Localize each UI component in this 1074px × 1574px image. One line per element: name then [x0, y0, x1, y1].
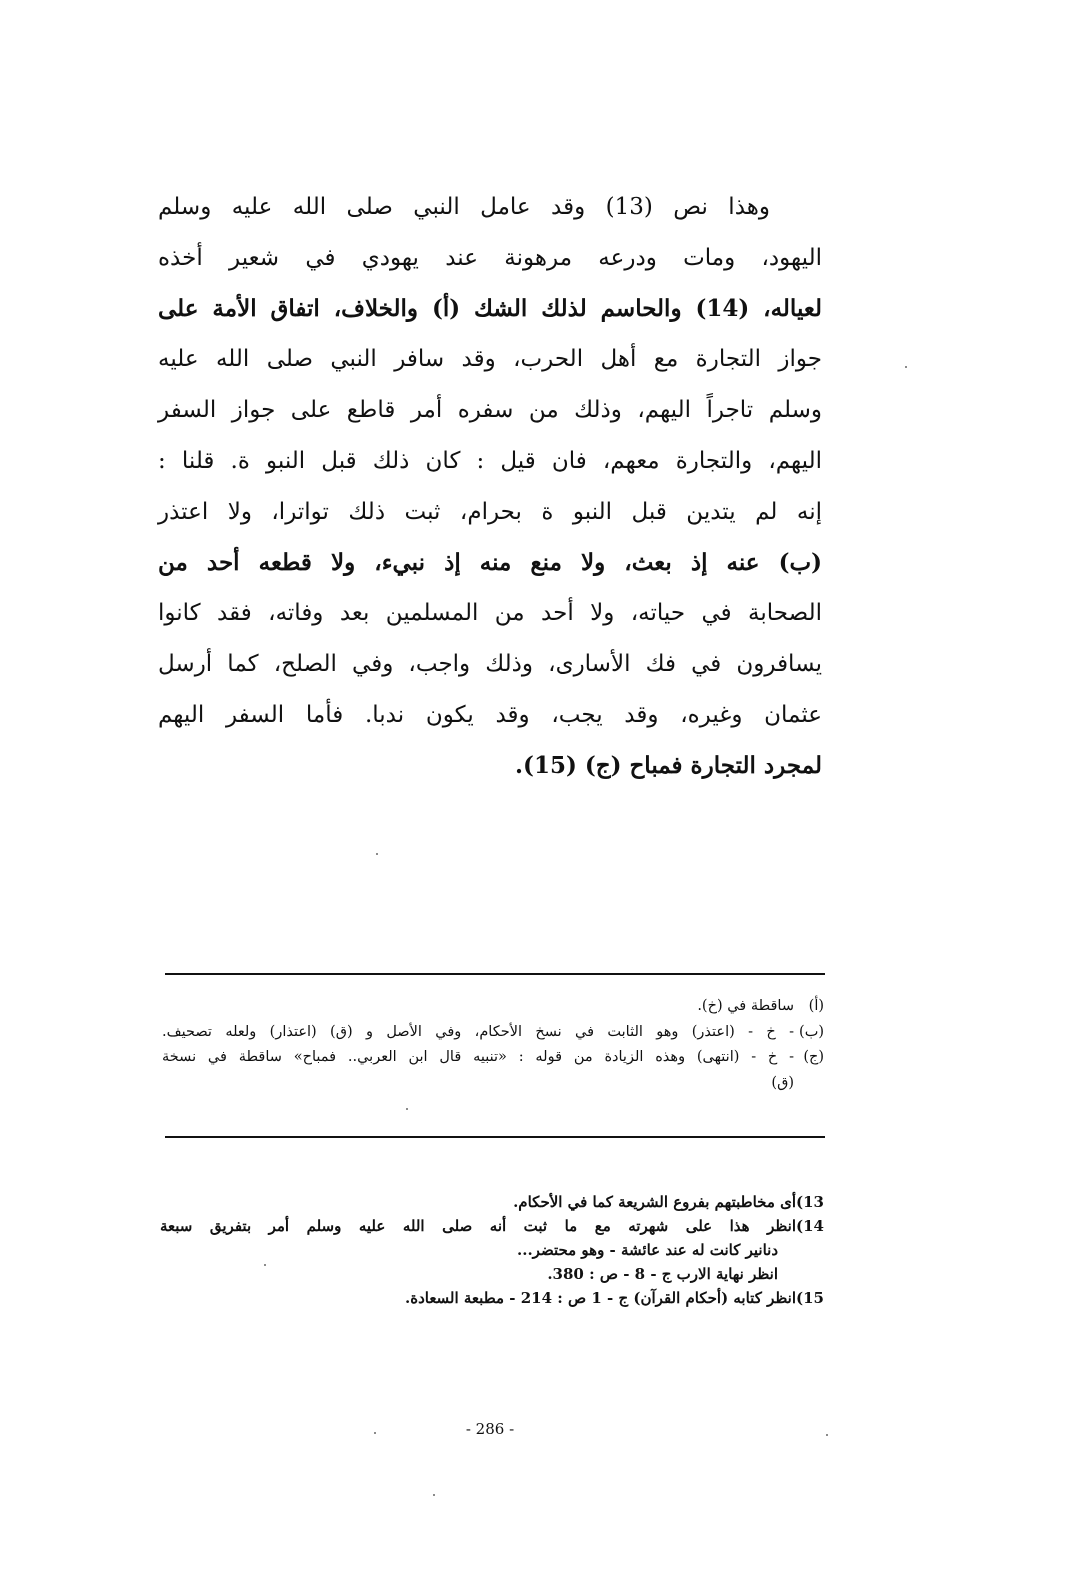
main-text-line: إنه لم يتدين قبل النبو ة بحرام، ثبت ذلك تواترا، ولا اعتذر — [158, 498, 822, 525]
footnote-entry — [160, 1190, 824, 1214]
footnote-number: 14) — [796, 1217, 824, 1235]
variant-continuation: (ق) — [771, 1074, 794, 1091]
main-text-line: اليهود، ومات ودرعه مرهونة عند يهودي في شعير أخذه — [158, 244, 822, 271]
main-text-line: لعياله، (14) والحاسم لذلك الشك (أ) والخلاف، اتفاق الأمة على — [158, 294, 822, 322]
footnote-continuation: انظر نهاية الارب ج - 8 - ص : 380. — [547, 1265, 778, 1283]
variant-entry — [162, 1045, 824, 1071]
main-text-line: يسافرون في فك الأسارى، وذلك واجب، وفي الصلح، كما أرسل — [158, 651, 822, 678]
main-text-body — [158, 182, 822, 792]
footnote-entry — [160, 1286, 824, 1310]
footnote-text: أى مخاطبتهم بفروع الشريعة كما في الأحكام. — [513, 1193, 796, 1211]
textual-variants — [162, 994, 824, 1096]
footnote-number: 13) — [796, 1193, 824, 1211]
scan-speck — [376, 853, 378, 855]
scan-speck — [374, 1432, 376, 1434]
variant-text: - خ - (اعتذر) وهو الثابت في نسخ الأحكام، وفي الأصل و (ق) (اعتذار) ولعله تصحيف. — [162, 1023, 794, 1040]
main-text-line: عثمان وغيره، وقد يجب، وقد يكون ندبا. فأما السفر اليهم — [158, 701, 822, 728]
footnote-entry — [160, 1214, 824, 1238]
variant-text: - خ - (انتهى) وهذه الزيادة من قوله : «تنبيه قال ابن العربي.. فمباح» ساقطة في نسخة — [162, 1049, 794, 1065]
variant-entry — [162, 994, 824, 1020]
main-text-line: وهذا نص (13) وقد عامل النبي صلى الله عليه وسلم — [158, 194, 771, 220]
scan-speck — [406, 1108, 408, 1110]
variant-mark: (ب) — [799, 1023, 824, 1040]
main-text-line: الصحابة في حياته، ولا أحد من المسلمين بعد وفاته، فقد كانوا — [158, 600, 822, 627]
scan-speck — [826, 1434, 828, 1436]
variants-top-divider — [165, 973, 825, 975]
scan-speck — [264, 1264, 266, 1266]
footnote-continuation: دنانير كانت له عند عائشة - وهو محتضر... — [517, 1241, 778, 1259]
footnote-text: انظر هذا على شهرته مع ما ثبت أنه صلى الله عليه وسلم أمر بتفريق سبعة — [160, 1217, 796, 1235]
main-text-line: اليهم، والتجارة معهم، فان قيل : كان ذلك قبل النبو ة. قلنا : — [158, 447, 822, 474]
scan-speck — [433, 1494, 435, 1496]
footnote-number: 15) — [796, 1289, 824, 1307]
main-text-line: لمجرد التجارة فمباح (ج) (15). — [515, 751, 822, 779]
scan-speck — [905, 366, 907, 368]
main-text-line: (ب) عنه إذ بعث، ولا منع منه إذ نبيء، ولا قطعه أحد من — [158, 548, 822, 576]
page-number: - 286 - — [465, 1420, 515, 1438]
variant-entry — [162, 1020, 824, 1046]
footnote-text: انظر كتابه (أحكام القرآن) ج - 1 ص : 214 - مطبعة السعادة. — [404, 1289, 796, 1307]
main-text-line: جواز التجارة مع أهل الحرب، وقد سافر النبي صلى الله عليه — [158, 346, 822, 373]
footnotes — [160, 1190, 824, 1310]
variant-mark: (ج) — [803, 1049, 824, 1065]
variant-text: ساقطة في (خ). — [697, 998, 794, 1014]
notes-top-divider — [165, 1136, 825, 1138]
main-text-line: وسلم تاجراً اليهم، وذلك من سفره أمر قاطع على جواز السفر — [158, 397, 822, 424]
variant-mark: (أ) — [808, 998, 824, 1014]
